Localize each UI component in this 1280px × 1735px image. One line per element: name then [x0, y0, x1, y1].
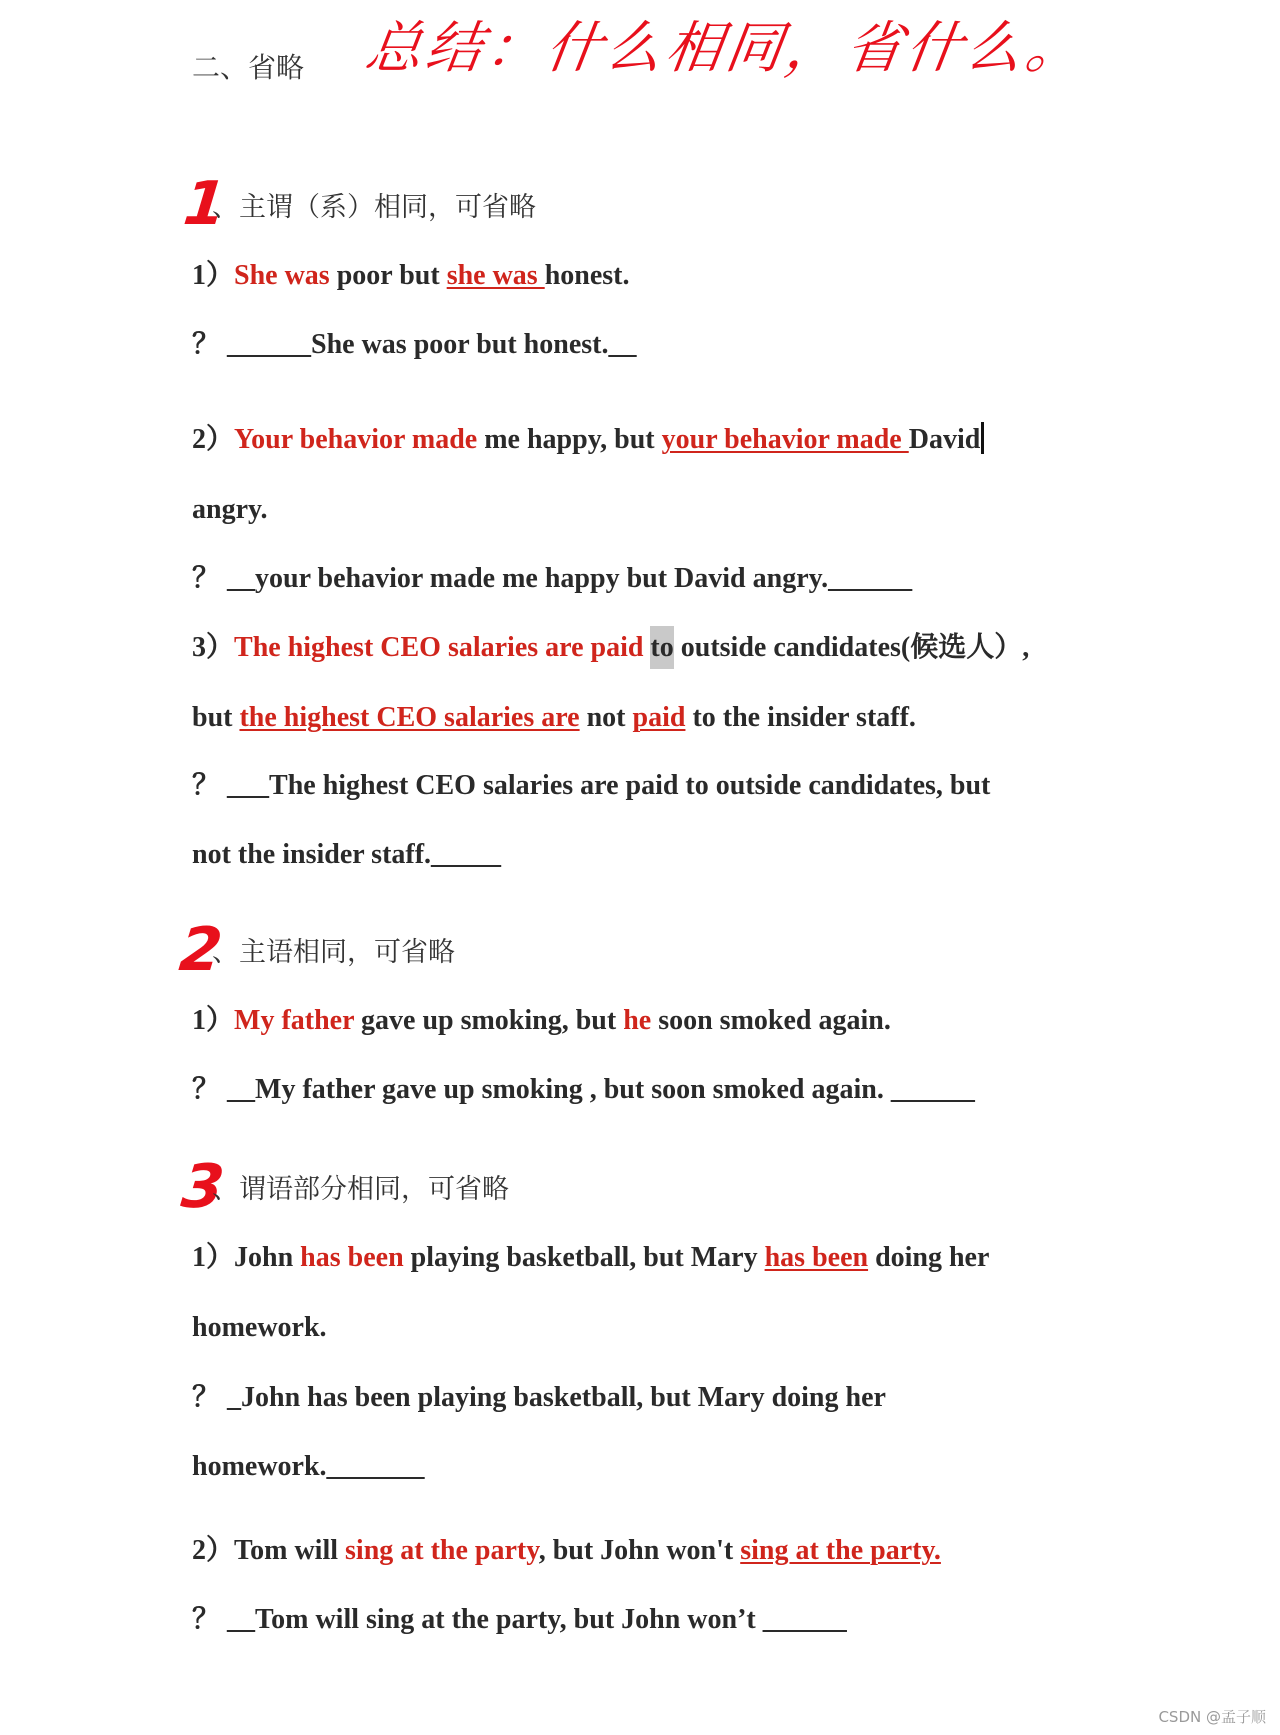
- s1-example-2: 2）Your behavior made me happy, but your behavior made David: [192, 422, 984, 458]
- selected-word: to: [650, 626, 673, 669]
- s1-example-2-answer: ？ __your behavior made me happy but David angry.______: [192, 563, 913, 594]
- highlight-phrase: The highest CEO salaries are paid: [234, 632, 644, 663]
- underlined-phrase: your behavior made: [661, 424, 909, 455]
- underlined-phrase: has been: [764, 1242, 869, 1273]
- section-1-number: 1: [180, 169, 230, 239]
- s1-example-2-cont: angry.: [192, 494, 268, 525]
- s1-example-1-answer: ？ ______She was poor but honest.__: [192, 329, 637, 360]
- s1-example-3-answer: ？ ___The highest CEO salaries are paid to outside candidates, but: [192, 770, 991, 801]
- highlight-phrase: She was: [234, 260, 330, 291]
- s1-example-3-answer-cont: not the insider staff._____: [192, 839, 502, 870]
- section-2-heading: 、主语相同，可省略: [212, 937, 455, 968]
- section-1-heading: 、主谓（系）相同，可省略: [212, 192, 536, 223]
- s3-example-2: 2）Tom will sing at the party, but John won't sing at the party.: [192, 1535, 941, 1566]
- handwritten-summary: 总结：什么相同，省什么。: [361, 16, 1091, 81]
- s1-example-3-line-2: but the highest CEO salaries are not paid to the insider staff.: [192, 702, 916, 733]
- highlight-phrase: sing at the party: [345, 1535, 539, 1566]
- s1-example-3: 3）The highest CEO salaries are paid to outside candidates(候选人）,: [192, 630, 1029, 666]
- s3-example-1-cont: homework.: [192, 1312, 327, 1343]
- section-3-heading: 、谓语部分相同，可省略: [212, 1174, 509, 1205]
- section-2-number: 2: [176, 915, 226, 985]
- s2-example-1-answer: ？ __My father gave up smoking , but soon smoked again. ______: [192, 1074, 975, 1105]
- underlined-word: paid: [632, 702, 686, 733]
- highlight-phrase: My father: [234, 1005, 355, 1036]
- underlined-phrase: she was: [446, 260, 545, 291]
- section-title: 二、省略: [192, 51, 305, 84]
- underlined-phrase: the highest CEO salaries are: [239, 702, 580, 733]
- highlight-word: he: [623, 1005, 652, 1036]
- section-3-number: 3: [178, 1152, 228, 1222]
- s3-example-1: 1）John has been playing basketball, but Mary has been doing her: [192, 1242, 990, 1273]
- highlight-phrase: has been: [300, 1242, 404, 1273]
- text-cursor: [981, 422, 984, 454]
- highlight-phrase: Your behavior made: [234, 424, 478, 455]
- s2-example-1: 1）My father gave up smoking, but he soon smoked again.: [192, 1005, 891, 1036]
- s3-example-1-answer-cont: homework._______: [192, 1451, 425, 1482]
- s1-example-1: 1）She was poor but she was honest.: [192, 260, 630, 291]
- s3-example-2-answer: ？ __Tom will sing at the party, but John won’t ______: [192, 1604, 847, 1635]
- watermark: CSDN @孟子顺: [1158, 1708, 1266, 1726]
- s3-example-1-answer: ？ _John has been playing basketball, but Mary doing her: [192, 1382, 886, 1413]
- underlined-phrase: sing at the party.: [740, 1535, 941, 1566]
